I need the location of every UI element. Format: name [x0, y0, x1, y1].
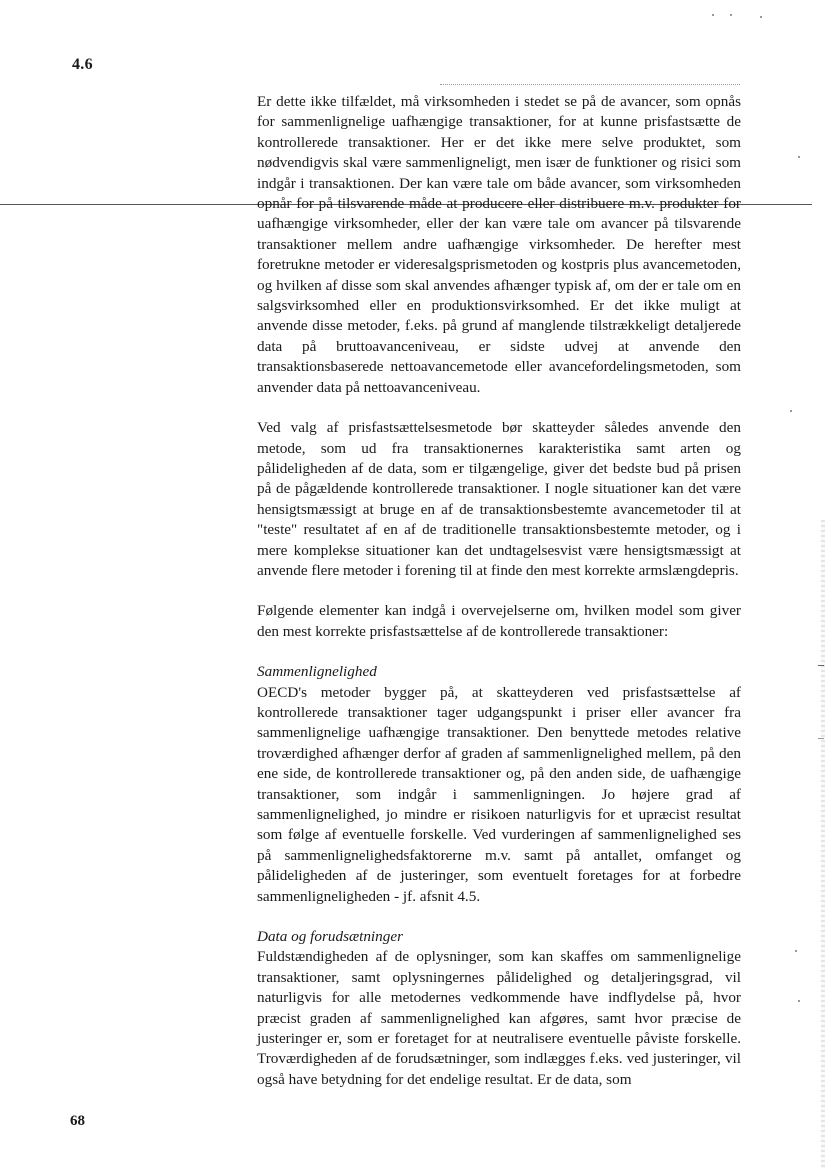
scan-edge-mark: [818, 738, 824, 739]
subsection-heading: Data og forudsætninger: [257, 928, 403, 946]
paragraph: Fuldstændigheden af de oplysninger, som kan skaffes om sammenlignelige transaktioner, samt oplysningernes pålidelighed og detaljeringsgrad, vil naturligvis for alle metodernes vedkommende have indflydelse på, hvor præcist graden af sammenlignelighed kan afgøres, samt hvor præcise de justeringer er, som er foretaget for at neutralisere eventuelle påviste forskelle. Troværdigheden af de forudsætninger, som indlægges f.eks. ved justeringer, vil også have betydning for det endelige resultat. Er de data, som: [257, 948, 741, 1088]
scan-speck: [795, 950, 797, 952]
scan-artifact-line: [440, 84, 740, 85]
paragraph: Følgende elementer kan indgå i overvejelserne om, hvilken model som giver den mest korrekte prisfastsættelse af de kontrollerede transaktioner:: [257, 602, 741, 640]
paragraph: Er dette ikke tilfældet, må virksomheden i stedet se på de avancer, som opnås for sammenlignelige uafhængige transaktioner, for at kunne prisfastsætte de kontrollerede transaktioner. Her er det ikke mere selve produktet, som nødvendigvis skal være sammenligneligt, men især de funktioner og risici som indgår i transaktionen. Der kan være tale om både avancer, som virksomheden opnår for på tilsvarende måde at producere eller distribuere m.v. produkter for uafhængige virksomheder, eller der kan være tale om avancer på tilsvarende transaktioner mellem andre uafhængige virksomheder. De herefter mest foretrukne metoder er videresalgsprismetoden og kostpris plus avancemetoden, og hvilken af disse som skal anvendes afhænger typisk af, om der er tale om en salgsvirksomhed eller en produktionsvirksomhed. Er det ikke muligt at anvende disse metoder, f.eks. på grund af manglende tilstrækkeligt detaljerede data på bruttoavanceniveau, er sidste udvej at anvende den transaktionsbaserede nettoavancemetode eller avancefordelingsmetoden, som anvender data på nettoavanceniveau.: [257, 93, 741, 396]
paragraph: OECD's metoder bygger på, at skatteyderen ved prisfastsættelse af kontrollerede transaktioner tager udgangspunkt i priser eller avancer fra sammenlignelige uafhængige transaktioner. Den benyttede metodes relative troværdighed afhænger derfor af graden af sammenlignelighed mellem, på den ene side, de kontrollerede transaktioner og, på den anden side, de uafhængige transaktioner, som indgår i sammenligningen. Jo højere grad af sammenlignelighed, jo mindre er risikoen naturligvis for et upræcist resultat som følge af eventuelle forskelle. Ved vurderingen af sammenlignelighed ses på sammenlignelighedsfaktorerne m.v. samt på antallet, omfanget og pålideligheden af de justeringer, som eventuelt foretages for at forbedre sammenligneligheden - jf. afsnit 4.5.: [257, 683, 741, 905]
scan-speck: [790, 410, 792, 412]
scan-edge-mark: [818, 665, 824, 666]
subsection-heading: Sammenlignelighed: [257, 663, 377, 681]
section-number: 4.6: [72, 56, 93, 73]
body-text: [257, 92, 741, 1090]
scan-speck: [798, 156, 800, 158]
paragraph: Ved valg af prisfastsættelsesmetode bør skatteyder således anvende den metode, som ud fra transaktionernes karakteristika samt arten og pålideligheden af de data, som er tilgængelige, giver det bedste bud på prisen på de pågældende kontrollerede transaktioner. I nogle situationer kan det være hensigtsmæssigt at bruge en af de transaktionsbestemte avancemetoder til at "teste" resultatet af en af de traditionelle transaktionsbestemte metoder, og i mere komplekse situationer kan det undtagelsesvist være hensigtsmæssigt at anvende flere metoder i forening til at finde den mest korrekte armslængdepris.: [257, 419, 741, 579]
scan-speck: [798, 1000, 800, 1002]
page-number: 68: [70, 1113, 85, 1129]
scan-speck: [760, 16, 762, 18]
scan-speck: [730, 14, 732, 16]
scan-speck: [712, 14, 714, 16]
scan-edge-shadow: [821, 520, 825, 1168]
